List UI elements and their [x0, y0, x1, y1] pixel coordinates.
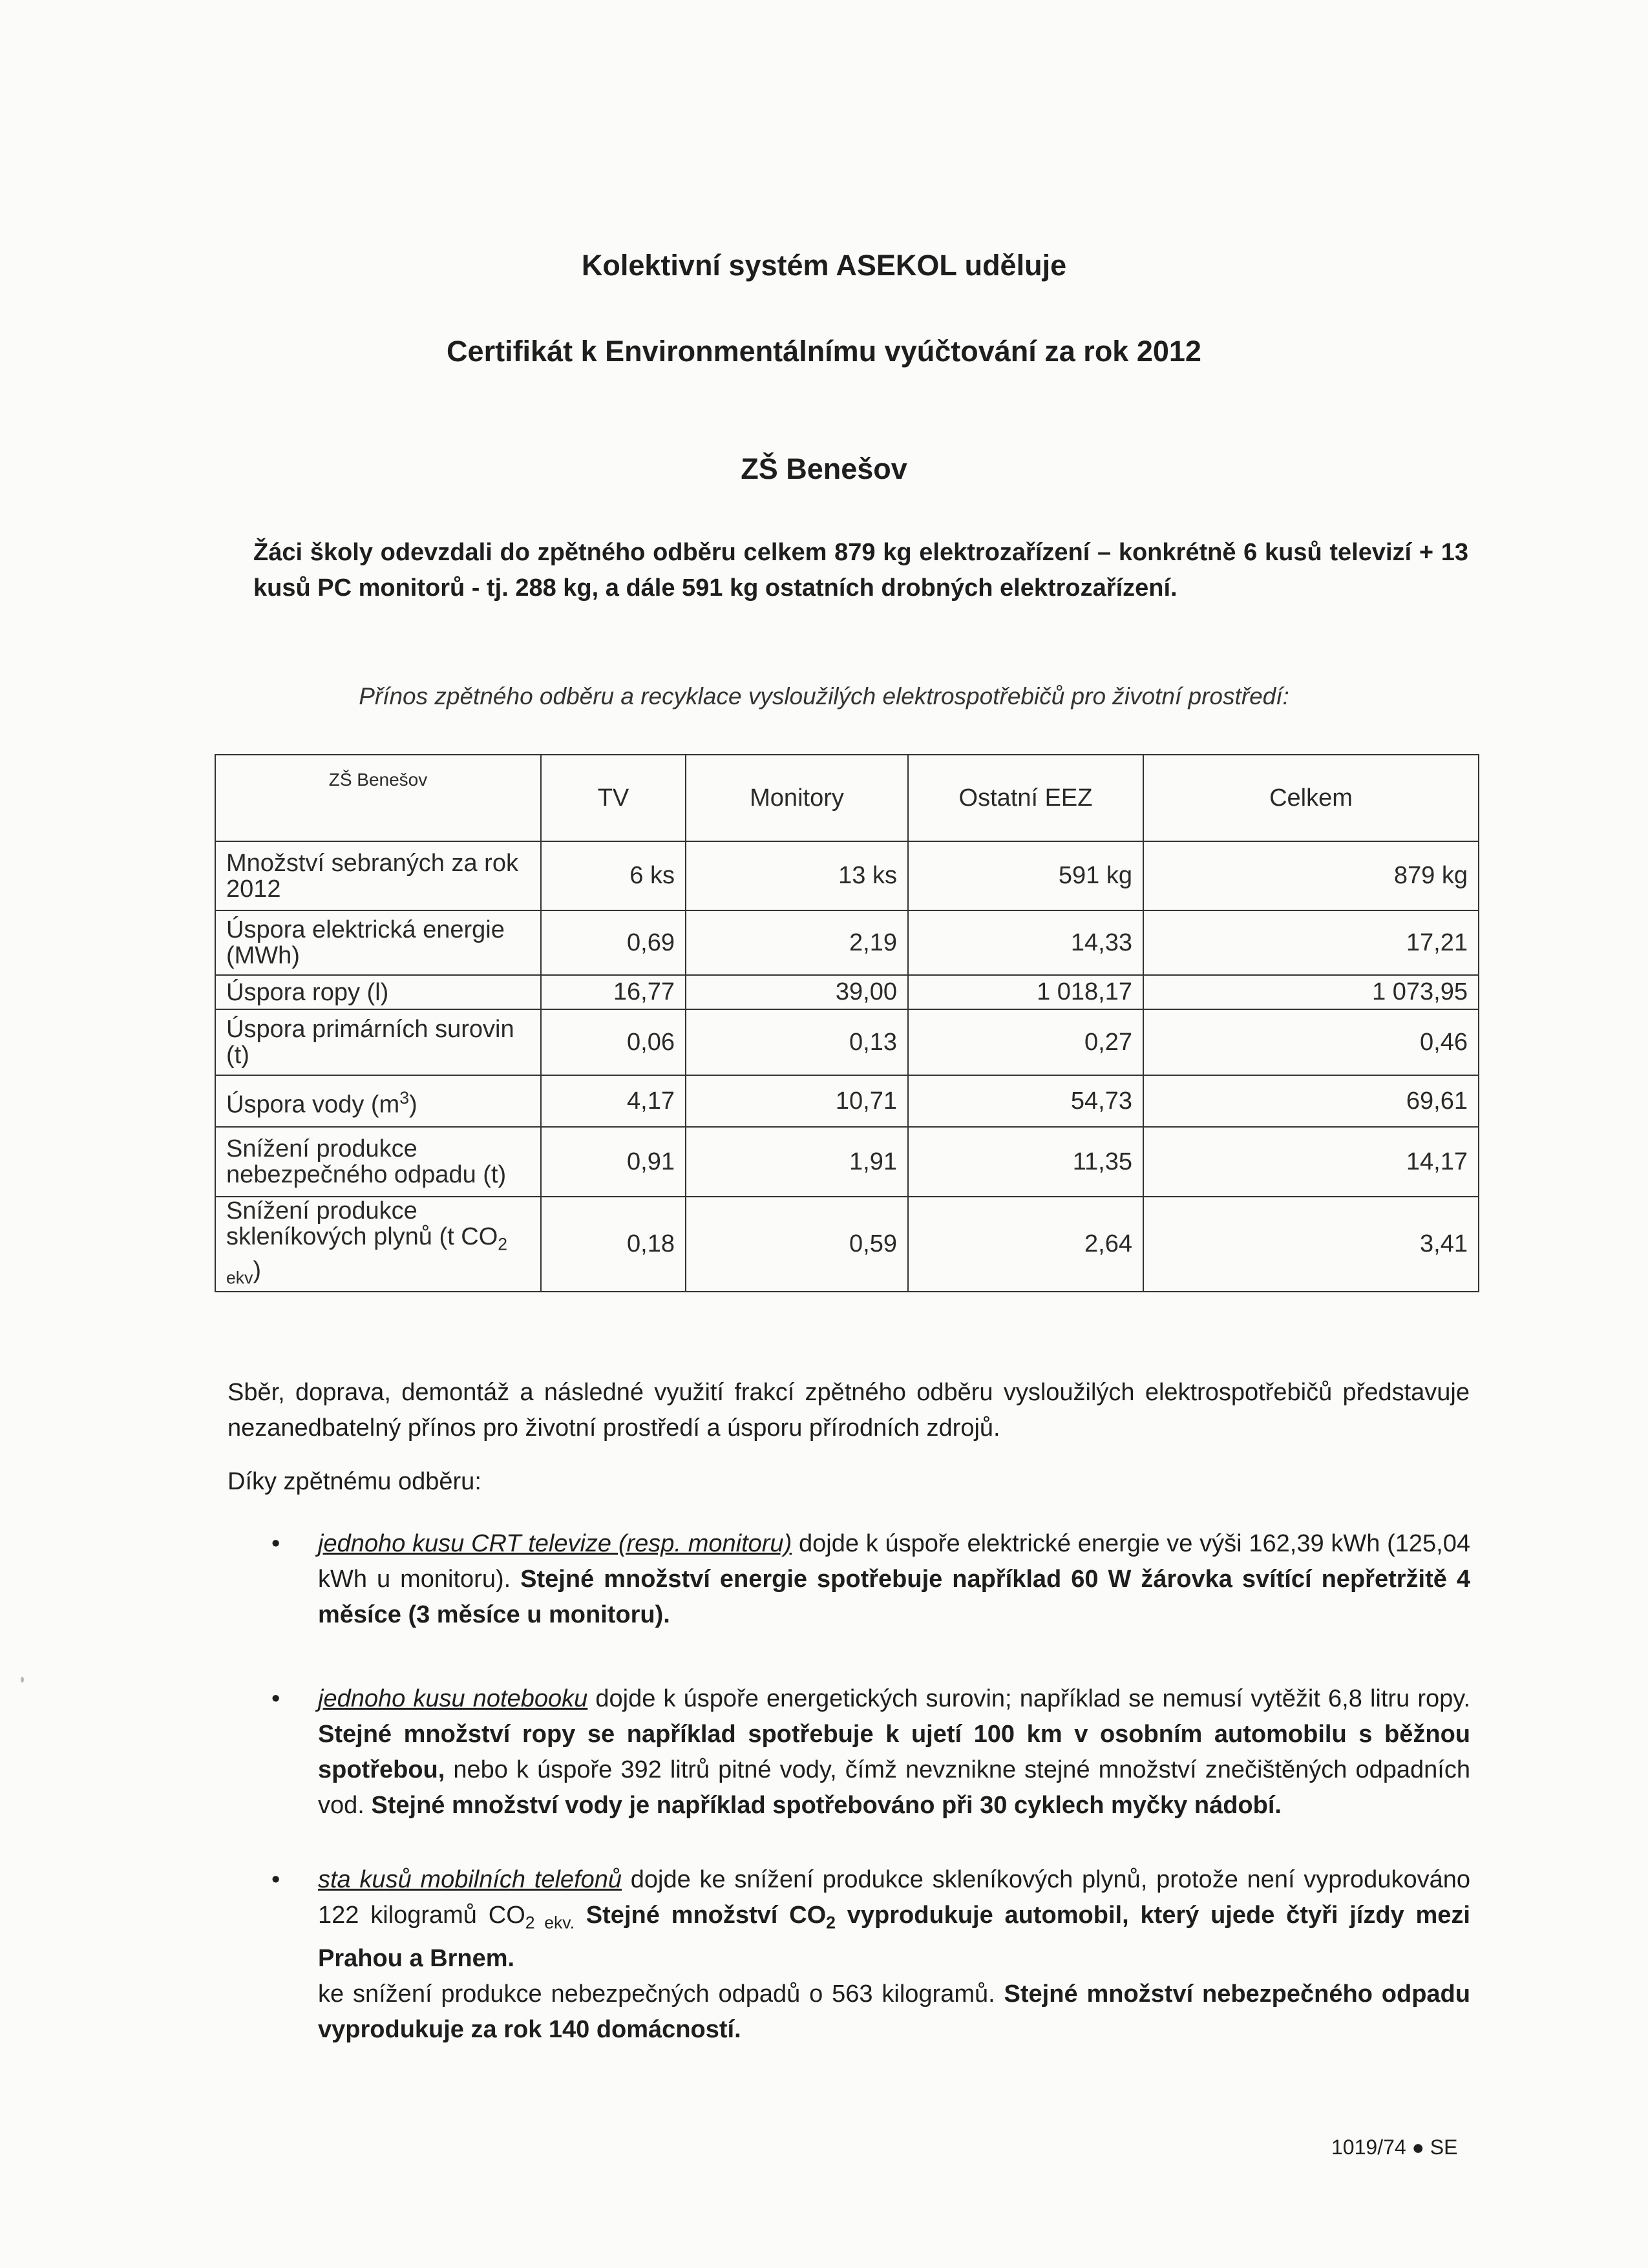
scan-speck	[21, 1677, 24, 1683]
cell-ostatni: 0,27	[908, 1009, 1143, 1075]
intro-paragraph: Žáci školy odevzdali do zpětného odběru celkem 879 kg elektrozařízení – konkrétně 6 kusů televizí + 13 kusů PC monitorů - tj. 288 kg, a dále 591 kg ostatních drobných elektrozařízení.	[253, 539, 1468, 602]
item-highlight: Stejné množství ropy se například spotřebuje k ujetí 100 km v osobním automobilu s běžnou spotřebou,	[318, 1721, 1470, 1783]
item-highlight: Stejné množství vody je například spotřebováno při 30 cyklech myčky nádobí.	[371, 1792, 1282, 1819]
cell-tv: 0,91	[541, 1127, 686, 1197]
item-subject: jednoho kusu CRT televize (resp. monitoru)	[318, 1530, 792, 1557]
item-text: dojde k úspoře energetických surovin; například se nemusí vytěžit 6,8 litru ropy.	[587, 1685, 1470, 1712]
cell-ostatni: 54,73	[908, 1075, 1143, 1127]
list-item	[271, 1681, 1470, 1823]
cell-monitory: 1,91	[686, 1127, 908, 1197]
table-corner-label: ZŠ Benešov	[215, 755, 541, 841]
item-text: nebo k úspoře 392 litrů pitné vody, čímž nevznikne stejné množství znečištěných odpadních vod.	[318, 1756, 1470, 1819]
table-row	[215, 1009, 1479, 1075]
table-row	[215, 1075, 1479, 1127]
cell-ostatni: 14,33	[908, 910, 1143, 975]
cell-tv: 0,18	[541, 1197, 686, 1292]
list-item	[271, 1862, 1470, 2048]
row-label: Úspora vody $(m^3)$	[215, 1075, 541, 1127]
bullet-icon: •	[271, 1866, 280, 1893]
cell-monitory: 0,13	[686, 1009, 908, 1075]
cell-monitory: 0,59	[686, 1197, 908, 1292]
cell-monitory: 10,71	[686, 1075, 908, 1127]
item-highlight: Stejné množství $CO_2$ vyprodukuje automobil, který ujede čtyři jízdy mezi Prahou a Brnem.	[318, 1902, 1470, 1972]
table-row	[215, 1197, 1479, 1292]
list-item	[271, 1526, 1470, 1633]
item-text: dojde k úspoře elektrické energie ve výši 162,39 kWh (125,04 kWh u monitoru).	[318, 1530, 1470, 1593]
row-label: Úspora elektrická energie (MWh)	[215, 910, 541, 975]
column-header-ostatni-eez: Ostatní EEZ	[908, 755, 1143, 841]
column-header-celkem: Celkem	[1143, 755, 1479, 841]
row-label: Úspora primárních surovin (t)	[215, 1009, 541, 1075]
table-row	[215, 910, 1479, 975]
cell-celkem: 17,21	[1143, 910, 1479, 975]
row-label: Snížení produkce skleníkových plynů (t $CO_{2 ekv}$)	[215, 1197, 541, 1292]
certificate-title: Certifikát k Environmentálnímu vyúčtování za rok 2012	[447, 335, 1201, 368]
table-row	[215, 1127, 1479, 1197]
item-text: dojde ke snížení produkce skleníkových plynů, protože není vyprodukováno 122 kilogramů CO	[318, 1866, 1470, 1929]
document-code: 1019/74 ● SE	[1331, 2136, 1458, 2159]
item-text: ke snížení produkce nebezpečných odpadů o 563 kilogramů.	[318, 1980, 1004, 2008]
table-row	[215, 841, 1479, 910]
row-label: Množství sebraných za rok 2012	[215, 841, 541, 910]
table-caption: Přínos zpětného odběru a recyklace vysloužilých elektrospotřebičů pro životní prostředí:	[359, 683, 1289, 709]
cell-monitory: 13 ks	[686, 841, 908, 910]
cell-ostatni: 591 kg	[908, 841, 1143, 910]
benefit-table	[215, 754, 1479, 1292]
cell-celkem: 14,17	[1143, 1127, 1479, 1197]
cell-monitory: 39,00	[686, 975, 908, 1009]
cell-ostatni: 11,35	[908, 1127, 1143, 1197]
row-label: Úspora ropy (l)	[215, 975, 541, 1009]
subscript: 2 ekv.	[525, 1913, 575, 1933]
summary-paragraph: Sběr, doprava, demontáž a následné využití frakcí zpětného odběru vysloužilých elektrospotřebičů představuje nezanedbatelný přínos pro životní prostředí a úsporu přírodních zdrojů.	[227, 1379, 1470, 1442]
cell-tv: 4,17	[541, 1075, 686, 1127]
cell-tv: 16,77	[541, 975, 686, 1009]
cell-celkem: 69,61	[1143, 1075, 1479, 1127]
bullet-icon: •	[271, 1530, 280, 1557]
school-name: ZŠ Benešov	[741, 452, 907, 485]
cell-ostatni: 1 018,17	[908, 975, 1143, 1009]
column-header-tv: TV	[541, 755, 686, 841]
cell-celkem: 0,46	[1143, 1009, 1479, 1075]
item-subject: jednoho kusu notebooku	[318, 1685, 588, 1712]
table-row	[215, 975, 1479, 1009]
certificate-issuer-title: Kolektivní systém ASEKOL uděluje	[581, 249, 1067, 282]
item-highlight: Stejné množství energie spotřebuje například 60 W žárovka svítící nepřetržitě 4 měsíce (3 měsíce u monitoru).	[318, 1566, 1470, 1628]
thanks-heading: Díky zpětnému odběru:	[227, 1468, 481, 1495]
item-highlight: Stejné množství nebezpečného odpadu vyprodukuje za rok 140 domácností.	[318, 1980, 1470, 2043]
row-label: Snížení produkce nebezpečného odpadu (t)	[215, 1127, 541, 1197]
cell-tv: 0,06	[541, 1009, 686, 1075]
cell-tv: 0,69	[541, 910, 686, 975]
benefit-list	[271, 1526, 1470, 2048]
item-subject: sta kusů mobilních telefonů	[318, 1866, 622, 1893]
column-header-monitory: Monitory	[686, 755, 908, 841]
cell-ostatni: 2,64	[908, 1197, 1143, 1292]
cell-celkem: 3,41	[1143, 1197, 1479, 1292]
bullet-icon: •	[271, 1685, 280, 1712]
cell-monitory: 2,19	[686, 910, 908, 975]
cell-tv: 6 ks	[541, 841, 686, 910]
cell-celkem: 1 073,95	[1143, 975, 1479, 1009]
table-header-row	[215, 755, 1479, 841]
cell-celkem: 879 kg	[1143, 841, 1479, 910]
